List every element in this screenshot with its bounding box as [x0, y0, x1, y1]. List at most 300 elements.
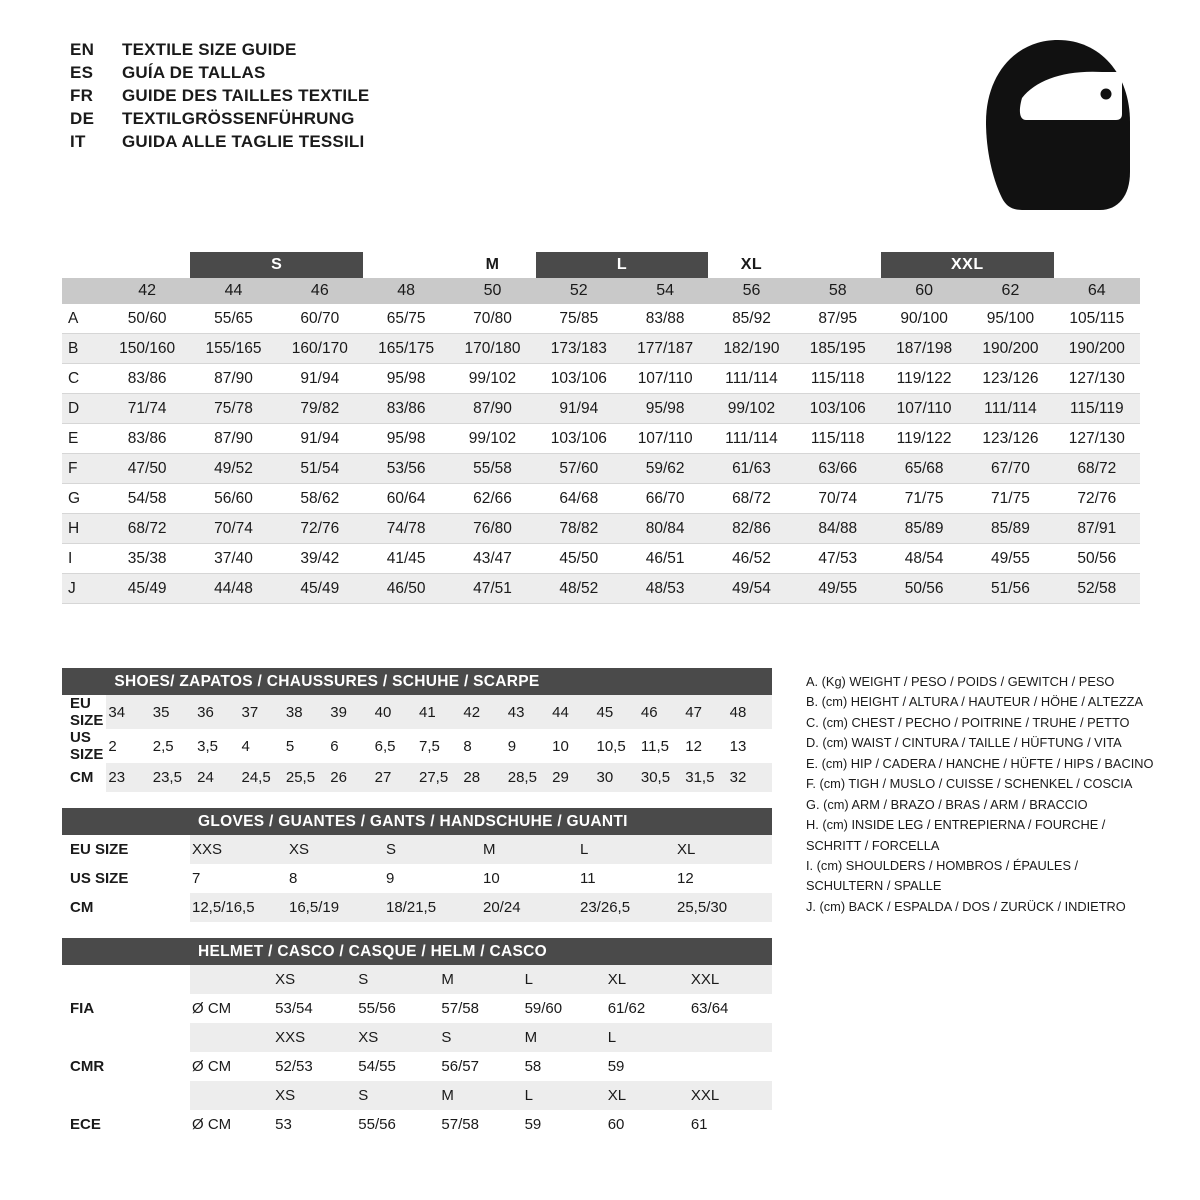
cell-i-2: 39/42: [277, 544, 363, 574]
shoes-cm-4: 25,5: [284, 763, 328, 792]
shoes-eu-5: 39: [328, 695, 372, 729]
eu-size-header-row: [62, 278, 1140, 304]
table-row: [62, 514, 1140, 544]
helmet-cmr-val-1: 54/55: [356, 1052, 439, 1081]
cell-a-10: 95/100: [967, 304, 1053, 334]
group-cell-l: L: [536, 252, 709, 278]
helmet-ece-size-2: M: [439, 1081, 522, 1110]
cell-a-7: 85/92: [708, 304, 794, 334]
row-label-g: G: [62, 484, 104, 514]
size-group-row: [62, 252, 1140, 278]
cell-g-9: 71/75: [881, 484, 967, 514]
cell-h-0: 68/72: [104, 514, 190, 544]
helmet-ece-val-1: 55/56: [356, 1110, 439, 1139]
gloves-cm-4: 23/26,5: [578, 893, 675, 922]
cell-f-3: 53/56: [363, 454, 449, 484]
eu-size-52: 52: [536, 278, 622, 304]
cell-d-9: 107/110: [881, 394, 967, 424]
eu-size-56: 56: [708, 278, 794, 304]
cell-c-6: 107/110: [622, 364, 708, 394]
cell-d-11: 115/119: [1054, 394, 1140, 424]
cell-b-5: 173/183: [536, 334, 622, 364]
cell-g-5: 64/68: [536, 484, 622, 514]
shoes-cm-10: 29: [550, 763, 594, 792]
helmet-ece-sizes-label: [62, 1081, 190, 1110]
cell-f-4: 55/58: [449, 454, 535, 484]
cell-h-11: 87/91: [1054, 514, 1140, 544]
helmet-fia-size-4: XL: [606, 965, 689, 994]
helmet-ece-unit-head: [190, 1081, 273, 1110]
cell-b-8: 185/195: [795, 334, 881, 364]
gloves-us-0: 7: [190, 864, 287, 893]
helmet-fia-label: FIA: [62, 994, 190, 1023]
title-lang-fr: FR: [70, 86, 94, 105]
helmet-fia-val-2: 57/58: [439, 994, 522, 1023]
shoes-eu-10: 44: [550, 695, 594, 729]
gloves-us-2: 9: [384, 864, 481, 893]
cell-c-3: 95/98: [363, 364, 449, 394]
cell-h-9: 85/89: [881, 514, 967, 544]
table-row: [62, 1052, 772, 1081]
group-cell-s: S: [190, 252, 363, 278]
helmet-ece-unit: Ø CM: [190, 1110, 273, 1139]
title-lang-it: IT: [70, 132, 86, 151]
cell-i-8: 47/53: [795, 544, 881, 574]
gloves-us-3: 10: [481, 864, 578, 893]
cell-f-8: 63/66: [795, 454, 881, 484]
shoes-eu-6: 40: [373, 695, 417, 729]
cell-a-5: 75/85: [536, 304, 622, 334]
gloves-us-size-label: US SIZE: [62, 864, 190, 893]
helmet-cmr-size-5: [689, 1023, 772, 1052]
helmet-fia-val-4: 61/62: [606, 994, 689, 1023]
shoes-us-7: 7,5: [417, 729, 461, 763]
cell-c-4: 99/102: [449, 364, 535, 394]
cell-b-6: 177/187: [622, 334, 708, 364]
cell-a-6: 83/88: [622, 304, 708, 334]
cell-g-0: 54/58: [104, 484, 190, 514]
gloves-cm-5: 25,5/30: [675, 893, 772, 922]
cell-f-9: 65/68: [881, 454, 967, 484]
helmet-cmr-size-3: M: [523, 1023, 606, 1052]
cell-f-6: 59/62: [622, 454, 708, 484]
shoes-us-11: 10,5: [595, 729, 639, 763]
shoes-us-14: 13: [728, 729, 772, 763]
cell-a-3: 65/75: [363, 304, 449, 334]
cell-h-2: 72/76: [277, 514, 363, 544]
cell-d-3: 83/86: [363, 394, 449, 424]
cell-j-8: 49/55: [795, 574, 881, 604]
helmet-fia-unit-head: [190, 965, 273, 994]
shoes-eu-1: 35: [151, 695, 195, 729]
shoes-cm-3: 24,5: [240, 763, 284, 792]
helmet-fia-unit: Ø CM: [190, 994, 273, 1023]
shoes-us-2: 3,5: [195, 729, 239, 763]
legend-item-g: G. (cm) ARM / BRAZO / BRAS / ARM / BRACCIO: [806, 796, 1088, 812]
eu-size-44: 44: [190, 278, 276, 304]
helmet-cmr-val-2: 56/57: [439, 1052, 522, 1081]
cell-c-10: 123/126: [967, 364, 1053, 394]
cell-i-0: 35/38: [104, 544, 190, 574]
helmet-ece-size-1: S: [356, 1081, 439, 1110]
legend-item-j: J. (cm) BACK / ESPALDA / DOS / ZURÜCK / INDIETRO: [806, 898, 1126, 914]
shoes-us-3: 4: [240, 729, 284, 763]
helmet-fia-sizes-label: [62, 965, 190, 994]
cell-a-2: 60/70: [277, 304, 363, 334]
legend-item-h-cont: SCHRITT / FORCELLA: [806, 837, 940, 853]
shoes-cm-1: 23,5: [151, 763, 195, 792]
cell-d-10: 111/114: [967, 394, 1053, 424]
cell-j-11: 52/58: [1054, 574, 1140, 604]
row-label-b: B: [62, 334, 104, 364]
row-label-f: F: [62, 454, 104, 484]
helmet-band: [62, 938, 772, 965]
helmet-fia-val-0: 53/54: [273, 994, 356, 1023]
gloves-us-1: 8: [287, 864, 384, 893]
cell-c-11: 127/130: [1054, 364, 1140, 394]
shoes-eu-14: 48: [728, 695, 772, 729]
gloves-cm-label: CM: [62, 893, 190, 922]
gloves-eu-0: XXS: [190, 835, 287, 864]
cell-i-7: 46/52: [708, 544, 794, 574]
shoes-cm-0: 23: [106, 763, 150, 792]
cell-i-9: 48/54: [881, 544, 967, 574]
helmet-fia-size-2: M: [439, 965, 522, 994]
gloves-cm-3: 20/24: [481, 893, 578, 922]
shoes-cm-6: 27: [373, 763, 417, 792]
table-row: [62, 1110, 772, 1139]
row-label-j: J: [62, 574, 104, 604]
cell-c-7: 111/114: [708, 364, 794, 394]
shoes-eu-size-label: EU SIZE: [62, 695, 106, 729]
eu-size-48: 48: [363, 278, 449, 304]
cell-j-10: 51/56: [967, 574, 1053, 604]
cell-d-7: 99/102: [708, 394, 794, 424]
title-lang-en: EN: [70, 40, 95, 59]
shoes-cm-9: 28,5: [506, 763, 550, 792]
table-row: [62, 454, 1140, 484]
helmet-fia-size-1: S: [356, 965, 439, 994]
gloves-band: [62, 808, 772, 835]
cell-a-0: 50/60: [104, 304, 190, 334]
cell-i-3: 41/45: [363, 544, 449, 574]
cell-h-7: 82/86: [708, 514, 794, 544]
shoes-cm-14: 32: [728, 763, 772, 792]
cell-f-5: 57/60: [536, 454, 622, 484]
title-row-it: [70, 132, 369, 152]
table-row: [62, 334, 1140, 364]
gloves-cm-2: 18/21,5: [384, 893, 481, 922]
cell-i-4: 43/47: [449, 544, 535, 574]
table-row: [62, 1081, 772, 1110]
shoes-us-size-label: US SIZE: [62, 729, 106, 763]
cell-g-11: 72/76: [1054, 484, 1140, 514]
main-size-table: [62, 252, 1140, 604]
helmet-cmr-val-3: 58: [523, 1052, 606, 1081]
title-row-fr: [70, 86, 369, 106]
shoes-us-5: 6: [328, 729, 372, 763]
cell-a-4: 70/80: [449, 304, 535, 334]
cell-j-4: 47/51: [449, 574, 535, 604]
legend-item-i-cont: SCHULTERN / SPALLE: [806, 878, 942, 894]
row-label-a: A: [62, 304, 104, 334]
cell-a-1: 55/65: [190, 304, 276, 334]
gloves-eu-5: XL: [675, 835, 772, 864]
gloves-eu-1: XS: [287, 835, 384, 864]
helmet-cmr-unit-head: [190, 1023, 273, 1052]
cell-c-8: 115/118: [795, 364, 881, 394]
title-lang-es: ES: [70, 63, 94, 82]
helmet-fia-val-3: 59/60: [523, 994, 606, 1023]
helmet-ece-size-3: L: [523, 1081, 606, 1110]
shoes-cm-5: 26: [328, 763, 372, 792]
helmet-ece-size-0: XS: [273, 1081, 356, 1110]
helmet-table: [62, 938, 772, 1139]
eu-size-62: 62: [967, 278, 1053, 304]
gloves-eu-size-label: EU SIZE: [62, 835, 190, 864]
cell-h-10: 85/89: [967, 514, 1053, 544]
shoes-eu-0: 34: [106, 695, 150, 729]
gloves-eu-2: S: [384, 835, 481, 864]
eu-size-54: 54: [622, 278, 708, 304]
cell-b-1: 155/165: [190, 334, 276, 364]
helmet-ece-val-0: 53: [273, 1110, 356, 1139]
legend-item-h: H. (cm) INSIDE LEG / ENTREPIERNA / FOURCHE /: [806, 817, 1106, 833]
cell-g-6: 66/70: [622, 484, 708, 514]
shoes-cm-12: 30,5: [639, 763, 683, 792]
helmet-fia-val-5: 63/64: [689, 994, 772, 1023]
title-block: [70, 40, 369, 155]
title-lang-de: DE: [70, 109, 95, 128]
table-row: [62, 994, 772, 1023]
cell-c-9: 119/122: [881, 364, 967, 394]
shoes-eu-7: 41: [417, 695, 461, 729]
helmet-cmr-label: CMR: [62, 1052, 190, 1081]
cell-f-0: 47/50: [104, 454, 190, 484]
helmet-cmr-size-2: S: [439, 1023, 522, 1052]
helmet-cmr-val-0: 52/53: [273, 1052, 356, 1081]
cell-h-3: 74/78: [363, 514, 449, 544]
cell-e-11: 127/130: [1054, 424, 1140, 454]
cell-g-10: 71/75: [967, 484, 1053, 514]
shoes-us-4: 5: [284, 729, 328, 763]
shoes-band: [62, 668, 772, 695]
helmet-cmr-val-5: [689, 1052, 772, 1081]
cell-h-8: 84/88: [795, 514, 881, 544]
table-row: [62, 835, 772, 864]
cell-d-4: 87/90: [449, 394, 535, 424]
group-cell-xxl: XXL: [881, 252, 1054, 278]
cell-c-1: 87/90: [190, 364, 276, 394]
cell-h-5: 78/82: [536, 514, 622, 544]
helmet-ece-label: ECE: [62, 1110, 190, 1139]
legend-item-e: E. (cm) HIP / CADERA / HANCHE / HÜFTE / HIPS / BACINO: [806, 755, 1154, 771]
helmet-ece-size-4: XL: [606, 1081, 689, 1110]
cell-e-2: 91/94: [277, 424, 363, 454]
measurement-legend: [806, 672, 1156, 917]
eu-size-header-corner: [62, 278, 104, 304]
shoes-us-9: 9: [506, 729, 550, 763]
cell-f-7: 61/63: [708, 454, 794, 484]
shoes-us-8: 8: [461, 729, 505, 763]
cell-i-6: 46/51: [622, 544, 708, 574]
eu-size-46: 46: [277, 278, 363, 304]
cell-g-7: 68/72: [708, 484, 794, 514]
cell-e-4: 99/102: [449, 424, 535, 454]
table-row: [62, 304, 1140, 334]
eu-size-50: 50: [449, 278, 535, 304]
group-cell-last: [1054, 252, 1140, 278]
cell-e-5: 103/106: [536, 424, 622, 454]
cell-d-0: 71/74: [104, 394, 190, 424]
title-text-en: TEXTILE SIZE GUIDE: [122, 40, 297, 59]
cell-b-4: 170/180: [449, 334, 535, 364]
cell-e-1: 87/90: [190, 424, 276, 454]
gloves-eu-4: L: [578, 835, 675, 864]
table-row: [62, 965, 772, 994]
helmet-cmr-unit: Ø CM: [190, 1052, 273, 1081]
helmet-fia-size-3: L: [523, 965, 606, 994]
section-gap-2: [62, 922, 1140, 938]
table-row: [62, 729, 772, 763]
helmet-cmr-size-4: L: [606, 1023, 689, 1052]
helmet-cmr-size-1: XS: [356, 1023, 439, 1052]
cell-a-11: 105/115: [1054, 304, 1140, 334]
cell-f-2: 51/54: [277, 454, 363, 484]
row-label-e: E: [62, 424, 104, 454]
row-label-h: H: [62, 514, 104, 544]
cell-d-8: 103/106: [795, 394, 881, 424]
shoes-cm-8: 28: [461, 763, 505, 792]
cell-i-11: 50/56: [1054, 544, 1140, 574]
cell-b-7: 182/190: [708, 334, 794, 364]
group-cell-corner: [62, 252, 104, 278]
cell-f-10: 67/70: [967, 454, 1053, 484]
helmet-ece-val-5: 61: [689, 1110, 772, 1139]
shoes-us-6: 6,5: [373, 729, 417, 763]
cell-h-1: 70/74: [190, 514, 276, 544]
cell-h-4: 76/80: [449, 514, 535, 544]
eu-size-60: 60: [881, 278, 967, 304]
cell-j-3: 46/50: [363, 574, 449, 604]
cell-b-11: 190/200: [1054, 334, 1140, 364]
cell-g-1: 56/60: [190, 484, 276, 514]
table-row: [62, 484, 1140, 514]
title-row-de: [70, 109, 369, 129]
helmet-cmr-val-4: 59: [606, 1052, 689, 1081]
helmet-cmr-size-0: XXS: [273, 1023, 356, 1052]
cell-f-1: 49/52: [190, 454, 276, 484]
cell-d-1: 75/78: [190, 394, 276, 424]
shoes-cm-13: 31,5: [683, 763, 727, 792]
shoes-cm-11: 30: [595, 763, 639, 792]
cell-d-5: 91/94: [536, 394, 622, 424]
cell-j-2: 45/49: [277, 574, 363, 604]
cell-f-11: 68/72: [1054, 454, 1140, 484]
legend-item-b: B. (cm) HEIGHT / ALTURA / HAUTEUR / HÖHE / ALTEZZA: [806, 694, 1144, 710]
helmet-cmr-sizes-label: [62, 1023, 190, 1052]
title-text-es: GUÍA DE TALLAS: [122, 63, 266, 82]
shoes-eu-4: 38: [284, 695, 328, 729]
cell-i-1: 37/40: [190, 544, 276, 574]
group-cell-xl-right: [795, 252, 881, 278]
title-text-it: GUIDA ALLE TAGLIE TESSILI: [122, 132, 365, 151]
cell-e-10: 123/126: [967, 424, 1053, 454]
gloves-cm-1: 16,5/19: [287, 893, 384, 922]
racing-helmet-icon: [978, 36, 1138, 216]
title-text-de: TEXTILGRÖSSENFÜHRUNG: [122, 109, 355, 128]
cell-g-2: 58/62: [277, 484, 363, 514]
table-row: [62, 424, 1140, 454]
shoes-us-13: 12: [683, 729, 727, 763]
table-row: [62, 394, 1140, 424]
cell-e-9: 119/122: [881, 424, 967, 454]
helmet-ece-size-5: XXL: [689, 1081, 772, 1110]
cell-i-5: 45/50: [536, 544, 622, 574]
gloves-band-label: GLOVES / GUANTES / GANTS / HANDSCHUHE / GUANTI: [190, 808, 772, 835]
cell-c-2: 91/94: [277, 364, 363, 394]
table-row: [62, 574, 1140, 604]
table-row: [62, 1023, 772, 1052]
cell-j-1: 44/48: [190, 574, 276, 604]
cell-b-3: 165/175: [363, 334, 449, 364]
cell-j-0: 45/49: [104, 574, 190, 604]
shoes-eu-13: 47: [683, 695, 727, 729]
row-label-d: D: [62, 394, 104, 424]
cell-g-8: 70/74: [795, 484, 881, 514]
cell-j-9: 50/56: [881, 574, 967, 604]
legend-item-f: F. (cm) TIGH / MUSLO / CUISSE / SCHENKEL / COSCIA: [806, 776, 1133, 792]
shoes-eu-8: 42: [461, 695, 505, 729]
group-cell-m-left: [363, 252, 449, 278]
shoes-cm-7: 27,5: [417, 763, 461, 792]
legend-item-c: C. (cm) CHEST / PECHO / POITRINE / TRUHE / PETTO: [806, 714, 1130, 730]
helmet-fia-size-5: XXL: [689, 965, 772, 994]
cell-c-0: 83/86: [104, 364, 190, 394]
shoes-us-0: 2: [106, 729, 150, 763]
shoes-us-10: 10: [550, 729, 594, 763]
cell-b-10: 190/200: [967, 334, 1053, 364]
title-text-fr: GUIDE DES TAILLES TEXTILE: [122, 86, 370, 105]
shoes-table: [62, 668, 772, 792]
cell-d-2: 79/82: [277, 394, 363, 424]
title-row-es: [70, 63, 369, 83]
row-label-c: C: [62, 364, 104, 394]
gloves-cm-0: 12,5/16,5: [190, 893, 287, 922]
cell-e-6: 107/110: [622, 424, 708, 454]
shoes-eu-9: 43: [506, 695, 550, 729]
helmet-ece-val-2: 57/58: [439, 1110, 522, 1139]
table-row: [62, 544, 1140, 574]
gloves-table: [62, 808, 772, 922]
legend-item-a: A. (Kg) WEIGHT / PESO / POIDS / GEWITCH / PESO: [806, 674, 1115, 689]
cell-d-6: 95/98: [622, 394, 708, 424]
cell-b-0: 150/160: [104, 334, 190, 364]
shoes-band-label: SHOES/ ZAPATOS / CHAUSSURES / SCHUHE / SCARPE: [106, 668, 772, 695]
cell-c-5: 103/106: [536, 364, 622, 394]
cell-b-2: 160/170: [277, 334, 363, 364]
gloves-eu-3: M: [481, 835, 578, 864]
helmet-ece-val-3: 59: [523, 1110, 606, 1139]
eu-size-42: 42: [104, 278, 190, 304]
helmet-band-label: HELMET / CASCO / CASQUE / HELM / CASCO: [190, 938, 772, 965]
helmet-fia-size-0: XS: [273, 965, 356, 994]
table-row: [62, 695, 772, 729]
cell-e-7: 111/114: [708, 424, 794, 454]
shoes-eu-12: 46: [639, 695, 683, 729]
helmet-fia-val-1: 55/56: [356, 994, 439, 1023]
cell-a-8: 87/95: [795, 304, 881, 334]
